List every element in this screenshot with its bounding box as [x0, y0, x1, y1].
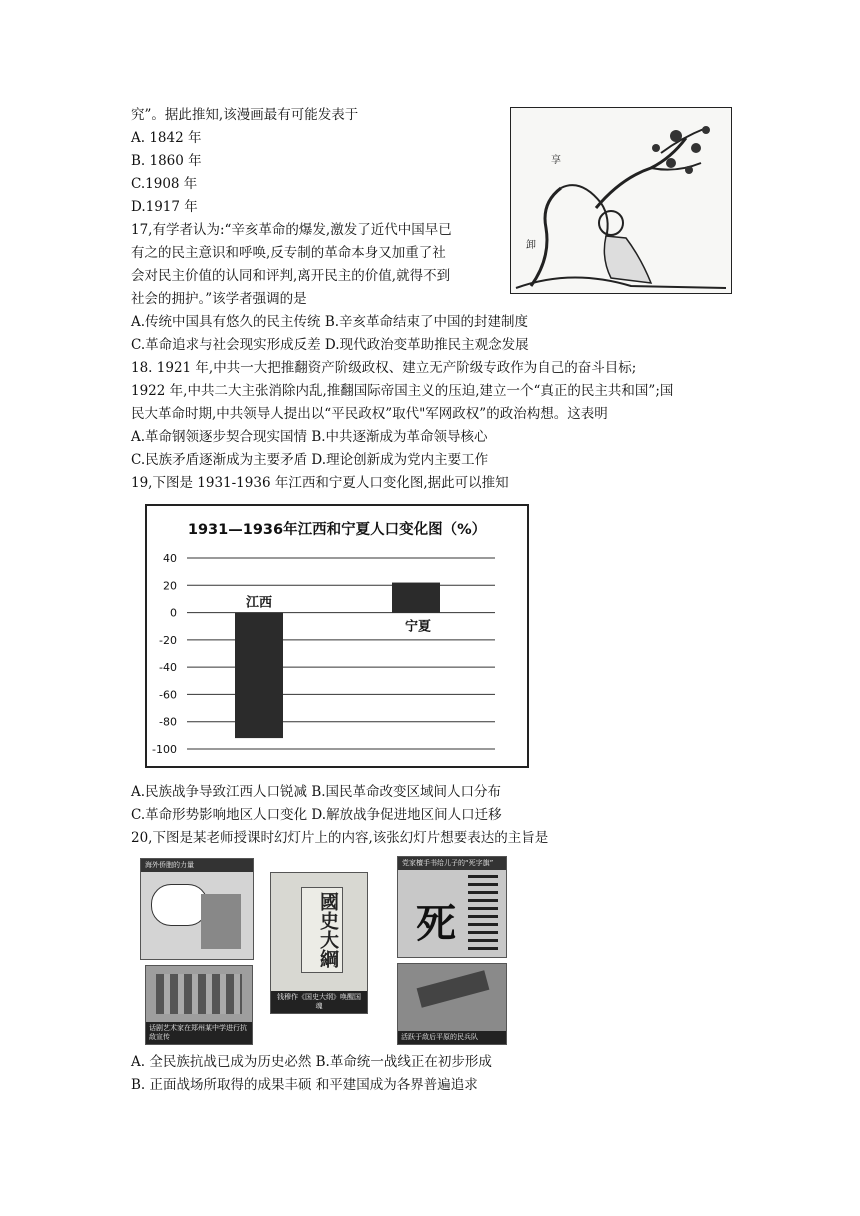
bar-label: 江西 — [245, 595, 273, 611]
photo-drama-artists — [145, 965, 253, 1045]
options-cd: C.民族矛盾逐渐成为主要矛盾 D.理论创新成为党内主要工作 — [131, 452, 489, 468]
options-cd: B. 正面战场所取得的成果丰硕 和平建国成为各界普遍追求 — [131, 1077, 478, 1093]
svg-text:卸: 卸 — [526, 240, 536, 251]
bar-label: 宁夏 — [404, 619, 432, 635]
y-tick-label: -60 — [159, 688, 177, 702]
text-line: 1922 年,中共二大主张消除内乱,推翻国际帝国主义的压迫,建立一个“真正的民主共和国”;国 — [131, 383, 674, 399]
photo-militia — [397, 963, 507, 1045]
option-a: A. 1842 年 — [131, 130, 202, 146]
y-tick-label: -100 — [152, 743, 177, 756]
photo-overseas-chinese — [140, 858, 254, 960]
chart-plot — [147, 506, 527, 766]
text-line: 有之的民主意识和呼唤,反专制的革命本身又加重了社 — [131, 245, 446, 261]
photo-header: 党家檀手书给儿子的“死字旗” — [398, 857, 506, 870]
option-d: D.1917 年 — [131, 199, 198, 215]
y-tick-label: -80 — [159, 715, 177, 729]
options-cd: C.革命形势影响地区人口变化 D.解放战争促进地区间人口迁移 — [131, 807, 502, 823]
text-line: 会对民主价值的认同和评判,离开民主的价值,就得不到 — [131, 268, 451, 284]
y-tick-label: 40 — [163, 552, 177, 565]
svg-text:享: 享 — [551, 155, 561, 166]
question-18: 18. 1921 年,中共一大把推翻资产阶级政权、建立无产阶级专政作为自己的奋斗目标; — [131, 360, 637, 376]
options-ab: A.革命钢领逐步契合现实国情 B.中共逐渐成为革命领导核心 — [131, 429, 488, 445]
photo-caption: 话剧艺术家在郑州某中学进行抗敌宣传 — [146, 1022, 252, 1044]
options-cd: C.革命追求与社会现实形成反差 D.现代政治变革助推民主观念发展 — [131, 337, 529, 353]
photo-death-flag — [397, 856, 507, 958]
bar-宁夏 — [392, 583, 440, 613]
chart-title: 1931—1936年江西和宁夏人口变化图（%） — [187, 522, 487, 538]
book-title: 國史大綱 — [301, 887, 343, 973]
text-line: 民大革命时期,中共领导人提出以“平民政权”取代"军网政权”的政治构想。这表明 — [131, 406, 608, 422]
option-b: B. 1860 年 — [131, 153, 202, 169]
options-ab: A.民族战争导致江西人口锐减 B.国民革命改变区域间人口分布 — [131, 784, 502, 800]
option-c: C.1908 年 — [131, 176, 198, 192]
options-ab: A.传统中国具有悠久的民主传统 B.辛亥革命结束了中国的封建制度 — [131, 314, 529, 330]
question-17: 17,有学者认为:“辛亥革命的爆发,激发了近代中国早已 — [131, 222, 452, 238]
question-20: 20,下图是某老师授课时幻灯片上的内容,该张幻灯片想要表达的主旨是 — [131, 830, 549, 846]
text-line: 究”。据此推知,该漫画最有可能发表于 — [131, 107, 359, 123]
death-character: 死 — [416, 900, 456, 947]
options-ab: A. 全民族抗战已成为历史必然 B.革命统一战线正在初步形成 — [131, 1054, 492, 1070]
y-tick-label: 20 — [163, 579, 177, 593]
photo-caption: 钱穆作《国史大纲》唤醒国魂 — [271, 991, 367, 1013]
population-change-chart — [145, 504, 529, 768]
photo-header: 海外侨胞的力量 — [141, 859, 253, 872]
y-tick-label: 0 — [170, 606, 177, 620]
text-line: 社会的拥护。”该学者强调的是 — [131, 291, 307, 307]
photo-caption: 活跃于敌后平原的民兵队 — [398, 1031, 506, 1044]
question-19: 19,下图是 1931-1936 年江西和宁夏人口变化图,据此可以推知 — [131, 475, 509, 491]
photo-book-cover — [270, 872, 368, 1014]
cartoon-illustration — [510, 107, 732, 294]
y-tick-label: -20 — [159, 633, 177, 647]
cartoon-drawing — [511, 108, 731, 293]
bar-江西 — [235, 613, 283, 739]
y-tick-label: -40 — [159, 661, 177, 675]
